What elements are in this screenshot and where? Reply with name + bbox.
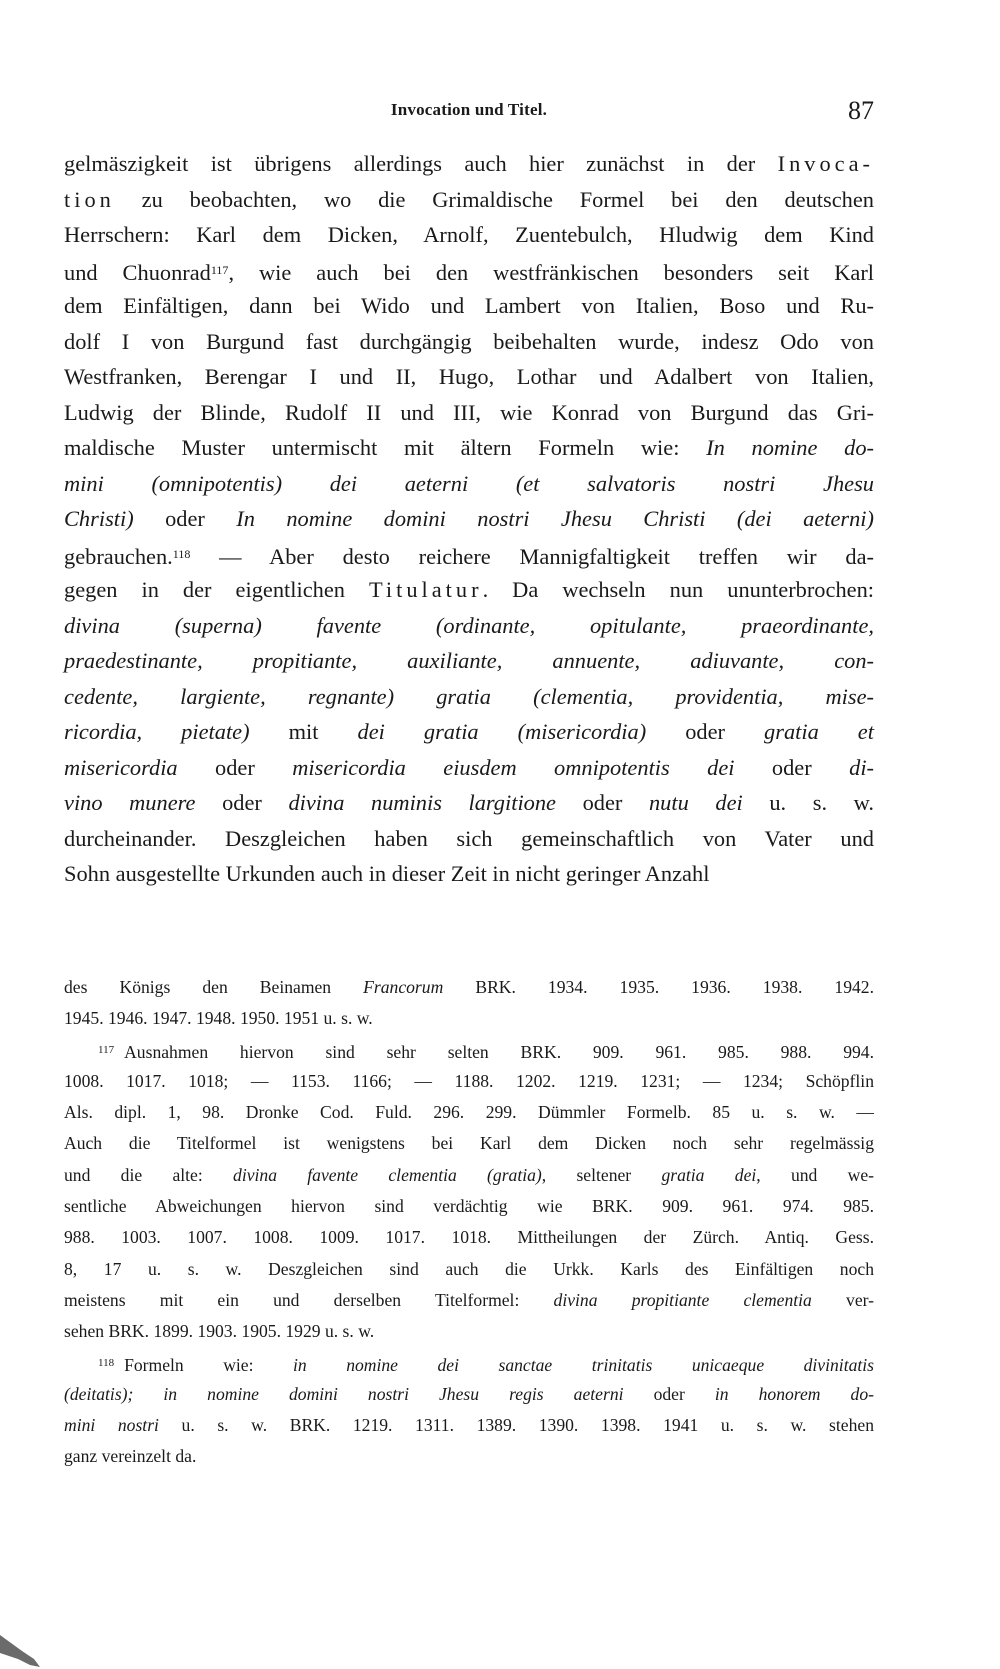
footnotes (64, 972, 874, 1473)
footnote-line: Auch die Titelformel ist wenigstens bei Karl dem Dicken noch sehr regelmässig (64, 1133, 874, 1154)
text-line: tion zu beobachten, wo die Grimaldische Formel bei den deutschen (64, 186, 874, 212)
footnote-number: 117 (98, 1043, 115, 1056)
spaced-term: Invoca- (777, 151, 874, 176)
latin-formula: In nomine do- (706, 435, 874, 460)
spaced-term: tion (64, 186, 115, 212)
text-line: divina (superna) favente (ordinante, opitulante, praeordinante, (64, 612, 874, 638)
footnote-line: sehen BRK. 1899. 1903. 1905. 1929 u. s. w. (64, 1321, 375, 1342)
footnote-number: 118 (98, 1356, 115, 1369)
text-line: praedestinante, propitiante, auxiliante, annuente, adiuvante, con- (64, 648, 874, 673)
footnote-line: (deitatis); in nomine domini nostri Jhesu regis aeterni oder in honorem do- (64, 1383, 874, 1404)
footnote-line: 1945. 1946. 1947. 1948. 1950. 1951 u. s. w. (64, 1008, 373, 1029)
footnote-line: mini nostri u. s. w. BRK. 1219. 1311. 1389. 1390. 1398. 1941 u. s. w. stehen (64, 1415, 874, 1436)
text-line: gebrauchen.$^{118}$ — Aber desto reichere Mannigfaltigkeit treffen wir da- (64, 543, 874, 569)
text-line: dem Einfältigen, dann bei Wido und Lambert von Italien, Boso und Ru- (64, 293, 874, 318)
footnote-line: und die alte: divina favente clementia (gratia), seltener gratia dei, und we- (64, 1164, 874, 1185)
page-number: 87 (848, 96, 874, 125)
scan-artifact-icon (0, 1629, 60, 1669)
page-header (64, 96, 874, 128)
text-line: dolf I von Burgund fast durchgängig beibehalten wurde, indesz Odo von (64, 328, 874, 354)
footnote-ref: 117 (210, 262, 229, 277)
footnote-line: $^{117}$ Ausnahmen hiervon sind sehr selten BRK. 909. 961. 985. 988. 994. (98, 1041, 874, 1062)
text-line: cedente, largiente, regnante) gratia (clementia, providentia, mise- (64, 683, 874, 709)
main-text (64, 146, 874, 892)
text-line: gelmäszigkeit ist übrigens allerdings auch hier zunächst in der Invoca- (64, 151, 874, 176)
footnote-line: ganz vereinzelt da. (64, 1446, 197, 1467)
text-line: Ludwig der Blinde, Rudolf II und III, wie Konrad von Burgund das Gri- (64, 399, 874, 425)
footnote-line: 1008. 1017. 1018; — 1153. 1166; — 1188. 1202. 1219. 1231; — 1234; Schöpflin (64, 1070, 874, 1091)
running-head: Invocation und Titel. (390, 100, 548, 119)
text-line: misericordia oder misericordia eiusdem omnipotentis dei oder di- (64, 754, 874, 780)
footnote-line: 988. 1003. 1007. 1008. 1009. 1017. 1018. Mittheilungen der Zürch. Antiq. Gess. (64, 1227, 874, 1248)
footnote-line: Als. dipl. 1, 98. Dronke Cod. Fuld. 296. 299. Dümmler Formelb. 85 u. s. w. — (64, 1102, 874, 1123)
text-line: maldische Muster untermischt mit ältern Formeln wie: In nomine do- (64, 435, 874, 460)
text-line: und Chuonrad$^{117}$, wie auch bei den westfränkischen besonders seit Karl (64, 259, 874, 285)
latin-formula: Christi) (64, 506, 134, 531)
text-line: Westfranken, Berengar I und II, Hugo, Lothar und Adalbert von Italien, (64, 364, 874, 389)
footnote-ref: 118 (172, 546, 191, 561)
text-line: durcheinander. Deszgleichen haben sich gemeinschaftlich von Vater und (64, 825, 874, 851)
spaced-term: Titulatur (369, 577, 483, 602)
latin-formula: In nomine domini nostri Jhesu Christi (dei aeterni) (236, 506, 874, 531)
text-line: Sohn ausgestellte Urkunden auch in dieser Zeit in nicht geringer Anzahl (64, 861, 710, 886)
text-line: Christi) oder In nomine domini nostri Jhesu Christi (dei aeterni) (64, 506, 874, 531)
text-line: ricordia, pietate) mit dei gratia (misericordia) oder gratia et (64, 719, 874, 744)
footnote-line: 8, 17 u. s. w. Deszgleichen sind auch die Urkk. Karls des Einfältigen noch (64, 1258, 874, 1279)
text-line: vino munere oder divina numinis largitione oder nutu dei u. s. w. (64, 790, 874, 815)
footnote-line: sentliche Abweichungen hiervon sind verdächtig wie BRK. 909. 961. 974. 985. (64, 1196, 874, 1217)
text-line: mini (omnipotentis) dei aeterni (et salvatoris nostri Jhesu (64, 470, 874, 496)
text-line: Herrschern: Karl dem Dicken, Arnolf, Zuentebulch, Hludwig dem Kind (64, 222, 874, 247)
text-line: gegen in der eigentlichen Titulatur. Da wechseln nun ununterbrochen: (64, 577, 874, 602)
footnote-line: meistens mit ein und derselben Titelformel: divina propitiante clementia ver- (64, 1289, 875, 1310)
footnote-line: $^{118}$ Formeln wie: in nomine dei sanctae trinitatis unicaeque divinitatis (98, 1354, 874, 1375)
footnote-line: des Königs den Beinamen Francorum BRK. 1934. 1935. 1936. 1938. 1942. (64, 977, 874, 997)
